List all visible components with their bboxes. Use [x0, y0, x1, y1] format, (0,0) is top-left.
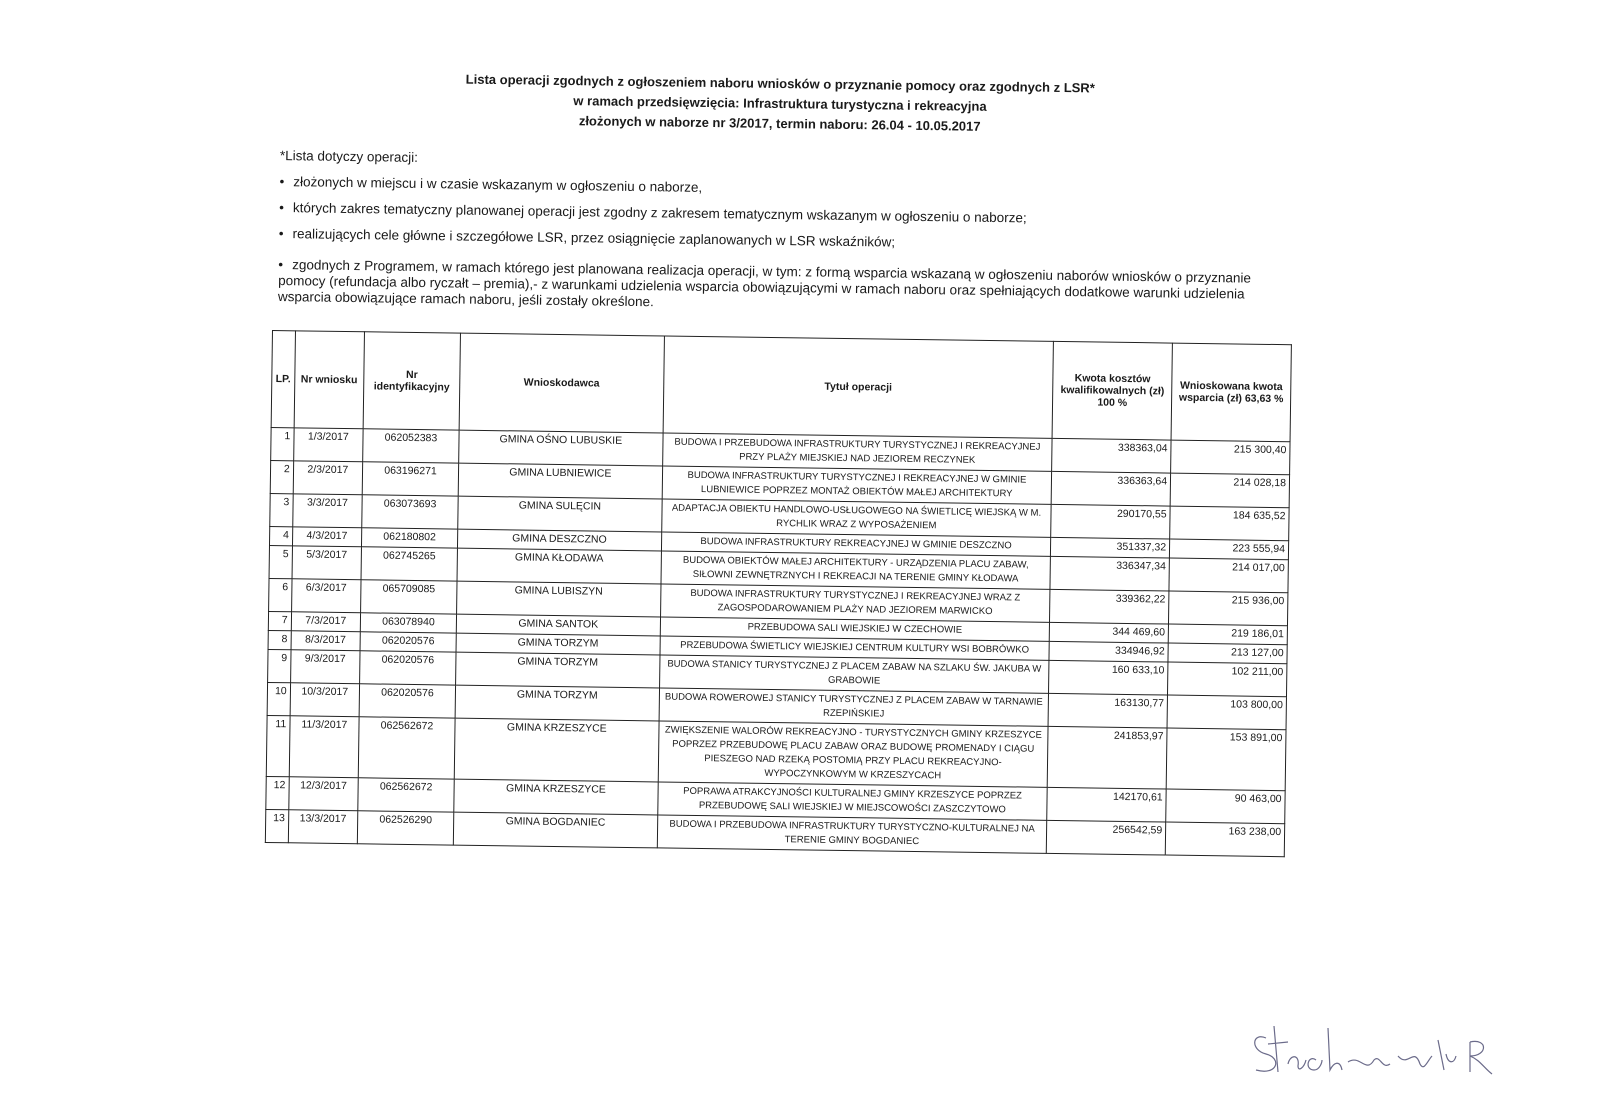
- cell-nr-wniosku: 3/3/2017: [292, 494, 362, 528]
- cell-wnioskodawca: GMINA TORZYM: [456, 652, 660, 688]
- notes-item: • których zakres tematyczny planowanej operacji jest zgodny z zakresem tematycznym wskazanym w ogłoszeniu o naborze;: [279, 199, 1027, 226]
- cell-wnioskodawca: GMINA SULĘCIN: [458, 496, 662, 532]
- cell-kwota-kosztow: 256542,59: [1047, 820, 1166, 855]
- cell-wnioskodawca: GMINA KRZESZYCE: [454, 718, 658, 782]
- cell-tytul-operacji: ADAPTACJA OBIEKTU HANDLOWO-USŁUGOWEGO NA ŚWIETLICĘ WIEJSKĄ W M. RYCHLIK WRAZ Z WYPOSAŻENIEM: [661, 499, 1051, 537]
- operations-table: [265, 330, 1292, 857]
- cell-wnioskodawca: GMINA OŚNO LUBUSKIE: [459, 430, 663, 466]
- cell-kwota-kosztow: 338363,04: [1052, 438, 1171, 473]
- header-tytul-operacji: Tytuł operacji: [663, 336, 1054, 438]
- cell-kwota-kosztow: 336363,64: [1051, 471, 1170, 506]
- cell-nr-identyfikacyjny: 063196271: [362, 462, 459, 496]
- cell-wnioskowana-kwota: 102 211,00: [1168, 662, 1287, 697]
- bullet-icon: •: [279, 173, 285, 190]
- cell-nr-wniosku: 7/3/2017: [291, 612, 360, 632]
- cell-wnioskodawca: GMINA LUBNIEWICE: [458, 463, 662, 499]
- cell-lp: 9: [268, 649, 291, 682]
- cell-lp: 6: [269, 578, 292, 611]
- cell-wnioskowana-kwota: 153 891,00: [1166, 728, 1286, 791]
- cell-nr-identyfikacyjny: 062562672: [358, 778, 455, 812]
- header-lp: LP.: [271, 331, 295, 428]
- cell-wnioskodawca: GMINA LUBISZYN: [457, 581, 661, 617]
- cell-nr-wniosku: 8/3/2017: [291, 631, 360, 651]
- cell-tytul-operacji: BUDOWA INFRASTRUKTURY REKREACYJNEJ W GMINIE DESZCZNO: [661, 532, 1051, 556]
- cell-tytul-operacji: BUDOWA I PRZEBUDOWA INFRASTRUKTURY TURYSTYCZNEJ I REKREACYJNEJ PRZY PLAŻY MIEJSKIEJ NAD JEZIOREM RECZYNEK: [662, 433, 1052, 471]
- cell-nr-wniosku: 9/3/2017: [290, 650, 360, 684]
- cell-nr-identyfikacyjny: 062745265: [361, 547, 458, 581]
- header-nr-wniosku: Nr wniosku: [294, 331, 365, 429]
- cell-tytul-operacji: BUDOWA INFRASTRUKTURY TURYSTYCZNEJ I REKREACYJNEJ WRAZ Z ZAGOSPODAROWANIEM PLAŻY NAD JEZIOREM MARWICKO: [660, 584, 1050, 622]
- cell-nr-identyfikacyjny: 062020576: [360, 651, 457, 685]
- cell-tytul-operacji: BUDOWA I PRZEBUDOWA INFRASTRUKTURY TURYSTYCZNO-KULTURALNEJ NA TERENIE GMINY BOGDANIEC: [657, 815, 1047, 853]
- cell-wnioskowana-kwota: 163 238,00: [1165, 822, 1284, 857]
- handwritten-signature: [1248, 1020, 1498, 1090]
- cell-kwota-kosztow: 142170,61: [1047, 787, 1166, 822]
- cell-wnioskodawca: GMINA SANTOK: [456, 614, 660, 636]
- cell-tytul-operacji: POPRAWA ATRAKCYJNOŚCI KULTURALNEJ GMINY KRZESZYCE POPRZEZ PRZEBUDOWĘ SALI WIEJSKIEJ W MIEJSCOWOŚCI ZASZCZYTOWO: [657, 782, 1047, 820]
- cell-wnioskodawca: GMINA TORZYM: [455, 685, 659, 721]
- cell-nr-identyfikacyjny: 062180802: [361, 528, 457, 548]
- table-header-row: [271, 331, 1291, 442]
- header-kwota-kosztow: Kwota kosztów kwalifikowalnych (zł) 100 %: [1052, 341, 1172, 440]
- cell-nr-identyfikacyjny: 063078940: [360, 613, 456, 633]
- cell-tytul-operacji: BUDOWA INFRASTRUKTURY TURYSTYCZNEJ I REKREACYJNEJ W GMINIE LUBNIEWICE POPRZEZ MONTAŻ OBIEKTÓW MAŁEJ ARCHITEKTURY: [662, 466, 1052, 504]
- cell-lp: 1: [271, 427, 294, 460]
- cell-nr-wniosku: 1/3/2017: [293, 428, 363, 462]
- header-wnioskowana-kwota: Wnioskowana kwota wsparcia (zł) 63,63 %: [1171, 343, 1291, 442]
- cell-wnioskodawca: GMINA TORZYM: [456, 633, 660, 655]
- cell-kwota-kosztow: 351337,32: [1051, 537, 1170, 558]
- cell-lp: 10: [267, 682, 290, 715]
- cell-wnioskowana-kwota: 214 017,00: [1169, 558, 1288, 593]
- notes-item: • realizujących cele główne i szczegółowe LSR, przez osiągnięcie zaplanowanych w LSR wskaźników;: [278, 225, 896, 250]
- cell-kwota-kosztow: 339362,22: [1050, 589, 1169, 624]
- bullet-icon: •: [278, 256, 284, 273]
- cell-wnioskowana-kwota: 103 800,00: [1167, 695, 1286, 730]
- cell-lp: 8: [268, 630, 291, 649]
- cell-nr-identyfikacyjny: 063073693: [362, 495, 459, 529]
- cell-nr-identyfikacyjny: 062562672: [358, 717, 455, 779]
- cell-tytul-operacji: BUDOWA ROWEROWEJ STANICY TURYSTYCZNEJ Z PLACEM ZABAW W TARNAWIE RZEPIŃSKIEJ: [659, 688, 1049, 726]
- cell-wnioskodawca: GMINA KŁODAWA: [457, 548, 661, 584]
- cell-tytul-operacji: PRZEBUDOWA SALI WIEJSKIEJ W CZECHOWIE: [660, 617, 1050, 641]
- title-line-2: w ramach przedsięwzięcia: Infrastruktura turystyczna i rekreacyjna: [573, 93, 987, 114]
- cell-lp: 4: [269, 526, 292, 545]
- cell-wnioskowana-kwota: 184 635,52: [1170, 506, 1289, 541]
- cell-wnioskowana-kwota: 223 555,94: [1170, 539, 1289, 560]
- cell-kwota-kosztow: 334946,92: [1049, 641, 1168, 662]
- cell-wnioskowana-kwota: 219 186,01: [1168, 624, 1287, 645]
- bullet-icon: •: [279, 199, 285, 216]
- cell-wnioskodawca: GMINA BOGDANIEC: [453, 812, 657, 848]
- notes-item: • zgodnych z Programem, w ramach którego jest planowana realizacja operacji, w tym: z formą wsparcia wskazaną w ogłoszeniu naborów wniosków o przyznanie pomocy (refundacja albo ryczałt – premia),- z warunkami udzielenia wsparcia obowiązującymi w ramach naboru oraz spełniających dodatkowe warunki udzielenia wsparcia obowiązujące ramach naboru, jeśli zostały określone.: [277, 256, 1252, 310]
- cell-wnioskodawca: GMINA DESZCZNO: [458, 529, 662, 551]
- cell-kwota-kosztow: 163130,77: [1048, 693, 1167, 728]
- document-title: [440, 69, 1121, 138]
- cell-nr-wniosku: 4/3/2017: [292, 527, 361, 547]
- notes-item: • złożonych w miejscu i w czasie wskazanym w ogłoszeniu o naborze,: [279, 173, 703, 195]
- cell-tytul-operacji: BUDOWA OBIEKTÓW MAŁEJ ARCHITEKTURY - URZĄDZENIA PLACU ZABAW, SIŁOWNI ZEWNĘTRZNYCH I REKREACJI NA TERENIE GMINY KŁODAWA: [661, 551, 1051, 589]
- cell-wnioskowana-kwota: 213 127,00: [1168, 643, 1287, 664]
- cell-kwota-kosztow: 344 469,60: [1049, 622, 1168, 643]
- cell-nr-wniosku: 13/3/2017: [288, 810, 358, 844]
- cell-tytul-operacji: BUDOWA STANICY TURYSTYCZNEJ Z PLACEM ZABAW NA SZLAKU ŚW. JAKUBA W GRABOWIE: [659, 655, 1049, 693]
- cell-nr-wniosku: 11/3/2017: [289, 716, 359, 778]
- header-wnioskodawca: Wnioskodawca: [459, 333, 664, 433]
- header-nr-identyfikacyjny: Nr identyfikacyjny: [363, 332, 460, 430]
- title-line-1: Lista operacji zgodnych z ogłoszeniem naboru wniosków o przyznanie pomocy oraz zgodnych z LSR*: [465, 71, 1095, 96]
- cell-wnioskowana-kwota: 214 028,18: [1170, 473, 1289, 508]
- bullet-icon: •: [278, 225, 284, 242]
- cell-nr-wniosku: 12/3/2017: [289, 777, 359, 811]
- cell-lp: 2: [270, 460, 293, 493]
- cell-nr-identyfikacyjny: 062526290: [357, 811, 454, 845]
- cell-wnioskowana-kwota: 215 300,40: [1171, 440, 1290, 475]
- cell-kwota-kosztow: 160 633,10: [1049, 660, 1168, 695]
- criteria-notes: [278, 148, 1280, 327]
- cell-nr-identyfikacyjny: 062020576: [360, 632, 456, 652]
- cell-lp: 7: [268, 611, 291, 630]
- title-line-3: złożonych w naborze nr 3/2017, termin naboru: 26.04 - 10.05.2017: [578, 113, 981, 134]
- cell-lp: 13: [265, 809, 288, 842]
- cell-nr-identyfikacyjny: 062052383: [363, 429, 460, 463]
- cell-nr-wniosku: 10/3/2017: [290, 683, 360, 717]
- cell-tytul-operacji: ZWIĘKSZENIE WALORÓW REKREACYJNO - TURYSTYCZNYCH GMINY KRZESZYCE POPRZEZ PRZEBUDOWĘ PLACU ZABAW ORAZ BUDOWĘ PROMENADY I CIĄGU PIESZEGO NAD RZEKĄ POSTOMIĄ PRZY PLACU REKREACYJNO-WYPOCZYNKOWYM W KRZESZYCACH: [658, 721, 1048, 787]
- cell-wnioskowana-kwota: 215 936,00: [1169, 591, 1288, 626]
- cell-lp: 11: [266, 715, 290, 776]
- cell-wnioskowana-kwota: 90 463,00: [1166, 789, 1285, 824]
- cell-wnioskodawca: GMINA KRZESZYCE: [454, 779, 658, 815]
- cell-nr-wniosku: 5/3/2017: [292, 546, 362, 580]
- cell-lp: 12: [266, 776, 289, 809]
- cell-kwota-kosztow: 290170,55: [1051, 504, 1170, 539]
- cell-nr-wniosku: 6/3/2017: [291, 579, 361, 613]
- notes-intro: *Lista dotyczy operacji:: [279, 148, 419, 165]
- cell-lp: 3: [270, 493, 293, 526]
- cell-nr-identyfikacyjny: 065709085: [361, 580, 458, 614]
- cell-kwota-kosztow: 241853,97: [1047, 726, 1167, 789]
- cell-kwota-kosztow: 336347,34: [1050, 556, 1169, 591]
- cell-nr-identyfikacyjny: 062020576: [359, 684, 456, 718]
- cell-lp: 5: [269, 545, 292, 578]
- cell-nr-wniosku: 2/3/2017: [293, 461, 363, 495]
- cell-tytul-operacji: PRZEBUDOWA ŚWIETLICY WIEJSKIEJ CENTRUM KULTURY WSI BOBRÓWKO: [660, 636, 1050, 660]
